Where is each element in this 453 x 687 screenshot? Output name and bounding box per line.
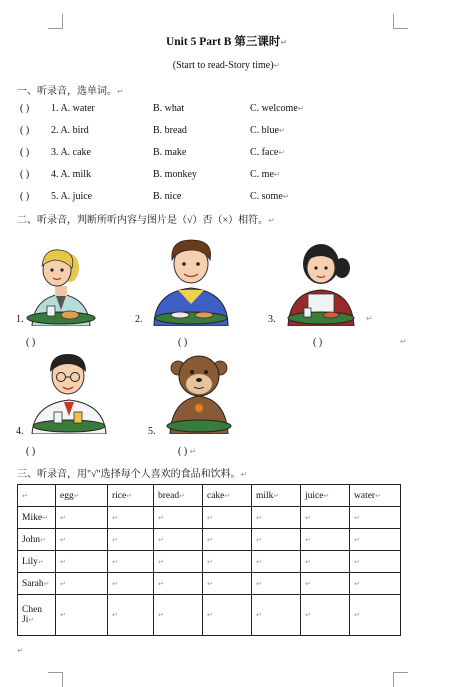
question-row — [0, 169, 453, 183]
answer-paren[interactable]: ( ) — [20, 103, 30, 114]
check-cell[interactable]: ↵ — [301, 529, 350, 551]
check-cell[interactable]: ↵ — [350, 507, 401, 529]
picture-number: 4. — [16, 426, 24, 437]
check-cell[interactable]: ↵ — [301, 507, 350, 529]
column-header-rice: rice↵ — [108, 485, 154, 507]
table-row — [18, 529, 401, 551]
row-name: Lily↵ — [18, 551, 56, 573]
column-header-cake: cake↵ — [203, 485, 252, 507]
table-row — [18, 595, 401, 636]
check-cell[interactable]: ↵ — [252, 595, 301, 636]
paragraph-mark: ↵ — [17, 646, 24, 655]
row-name: Chen Ji↵ — [18, 595, 56, 636]
crop-mark-bottom-right — [393, 672, 408, 687]
paragraph-mark: ↵ — [400, 337, 407, 346]
check-cell[interactable]: ↵ — [252, 573, 301, 595]
check-cell[interactable]: ↵ — [203, 573, 252, 595]
option-a: 2. A. bird — [51, 125, 89, 136]
check-cell[interactable]: ↵ — [203, 595, 252, 636]
option-a: 3. A. cake — [51, 147, 91, 158]
answer-paren[interactable]: ( ) — [20, 191, 30, 202]
question-row — [0, 125, 453, 139]
check-cell[interactable]: ↵ — [203, 529, 252, 551]
check-cell[interactable]: ↵ — [56, 595, 108, 636]
column-header-milk: milk↵ — [252, 485, 301, 507]
option-b: B. monkey — [153, 169, 197, 180]
preference-table — [17, 484, 401, 636]
check-cell[interactable]: ↵ — [252, 529, 301, 551]
table-row — [18, 573, 401, 595]
paragraph-mark: ↵ — [366, 314, 373, 323]
check-cell[interactable]: ↵ — [301, 551, 350, 573]
check-cell[interactable]: ↵ — [350, 529, 401, 551]
check-cell[interactable]: ↵ — [108, 573, 154, 595]
check-cell[interactable]: ↵ — [350, 595, 401, 636]
check-cell[interactable]: ↵ — [154, 529, 203, 551]
section2-heading: 二、听录音，判断所听内容与图片是（√）否（×）相符。↵ — [17, 215, 275, 226]
check-cell[interactable]: ↵ — [108, 595, 154, 636]
section3-heading: 三、听录音，用"√"选择每个人喜欢的食品和饮料。↵ — [17, 469, 248, 480]
picture-number: 1. — [16, 314, 24, 325]
column-header-water: water↵ — [350, 485, 401, 507]
check-cell[interactable]: ↵ — [108, 529, 154, 551]
answer-paren[interactable]: ( ) — [20, 125, 30, 136]
row-name: Mike↵ — [18, 507, 56, 529]
option-a: 1. A. water — [51, 103, 95, 114]
girl-black-hair-picture — [284, 234, 358, 326]
option-a: 4. A. milk — [51, 169, 92, 180]
table-header-row — [18, 485, 401, 507]
page-title: Unit 5 Part B 第三课时↵ — [165, 36, 288, 48]
check-cell[interactable]: ↵ — [56, 551, 108, 573]
option-c: C. some↵ — [250, 191, 290, 202]
answer-paren[interactable]: ( ) — [178, 337, 188, 348]
picture-number: 3. — [268, 314, 276, 325]
option-b: B. make — [153, 147, 187, 158]
section1-heading: 一、听录音，选单词。↵ — [17, 86, 124, 97]
check-cell[interactable]: ↵ — [108, 551, 154, 573]
row-name: John↵ — [18, 529, 56, 551]
crop-mark-bottom-left — [48, 672, 63, 687]
question-row — [0, 147, 453, 161]
table-row — [18, 507, 401, 529]
check-cell[interactable]: ↵ — [252, 507, 301, 529]
check-cell[interactable]: ↵ — [56, 573, 108, 595]
column-header-juice: juice↵ — [301, 485, 350, 507]
answer-paren[interactable]: ( ) — [26, 446, 36, 457]
table-corner-cell: ↵ — [18, 485, 56, 507]
check-cell[interactable]: ↵ — [203, 507, 252, 529]
check-cell[interactable]: ↵ — [252, 551, 301, 573]
answer-paren[interactable]: ( ) ↵ — [178, 446, 197, 457]
check-cell[interactable]: ↵ — [154, 595, 203, 636]
check-cell[interactable]: ↵ — [154, 551, 203, 573]
option-b: B. nice — [153, 191, 182, 202]
column-header-egg: egg↵ — [56, 485, 108, 507]
page-subtitle: (Start to read-Story time)↵ — [172, 60, 281, 71]
girl-blonde-picture — [24, 238, 98, 326]
option-c: C. me↵ — [250, 169, 281, 180]
check-cell[interactable]: ↵ — [56, 529, 108, 551]
crop-mark-top-right — [393, 14, 408, 29]
check-cell[interactable]: ↵ — [154, 573, 203, 595]
column-header-bread: bread↵ — [154, 485, 203, 507]
check-cell[interactable]: ↵ — [203, 551, 252, 573]
option-c: C. blue↵ — [250, 125, 286, 136]
check-cell[interactable]: ↵ — [301, 595, 350, 636]
boy-hoodie-picture — [148, 234, 234, 326]
answer-paren[interactable]: ( ) — [20, 169, 30, 180]
crop-mark-top-left — [48, 14, 63, 29]
answer-paren[interactable]: ( ) — [313, 337, 323, 348]
question-row — [0, 191, 453, 205]
check-cell[interactable]: ↵ — [350, 551, 401, 573]
check-cell[interactable]: ↵ — [301, 573, 350, 595]
option-a: 5. A. juice — [51, 191, 93, 202]
check-cell[interactable]: ↵ — [108, 507, 154, 529]
check-cell[interactable]: ↵ — [56, 507, 108, 529]
row-name: Sarah↵ — [18, 573, 56, 595]
answer-paren[interactable]: ( ) — [20, 147, 30, 158]
table-row — [18, 551, 401, 573]
check-cell[interactable]: ↵ — [154, 507, 203, 529]
monkey-picture — [162, 352, 236, 434]
man-glasses-picture — [28, 350, 110, 434]
check-cell[interactable]: ↵ — [350, 573, 401, 595]
option-c: C. face↵ — [250, 147, 286, 158]
question-row — [0, 103, 453, 117]
option-b: B. what — [153, 103, 185, 114]
picture-number: 2. — [135, 314, 143, 325]
option-c: C. welcome↵ — [250, 103, 305, 114]
picture-number: 5. — [148, 426, 156, 437]
option-b: B. bread — [153, 125, 187, 136]
answer-paren[interactable]: ( ) — [26, 337, 36, 348]
